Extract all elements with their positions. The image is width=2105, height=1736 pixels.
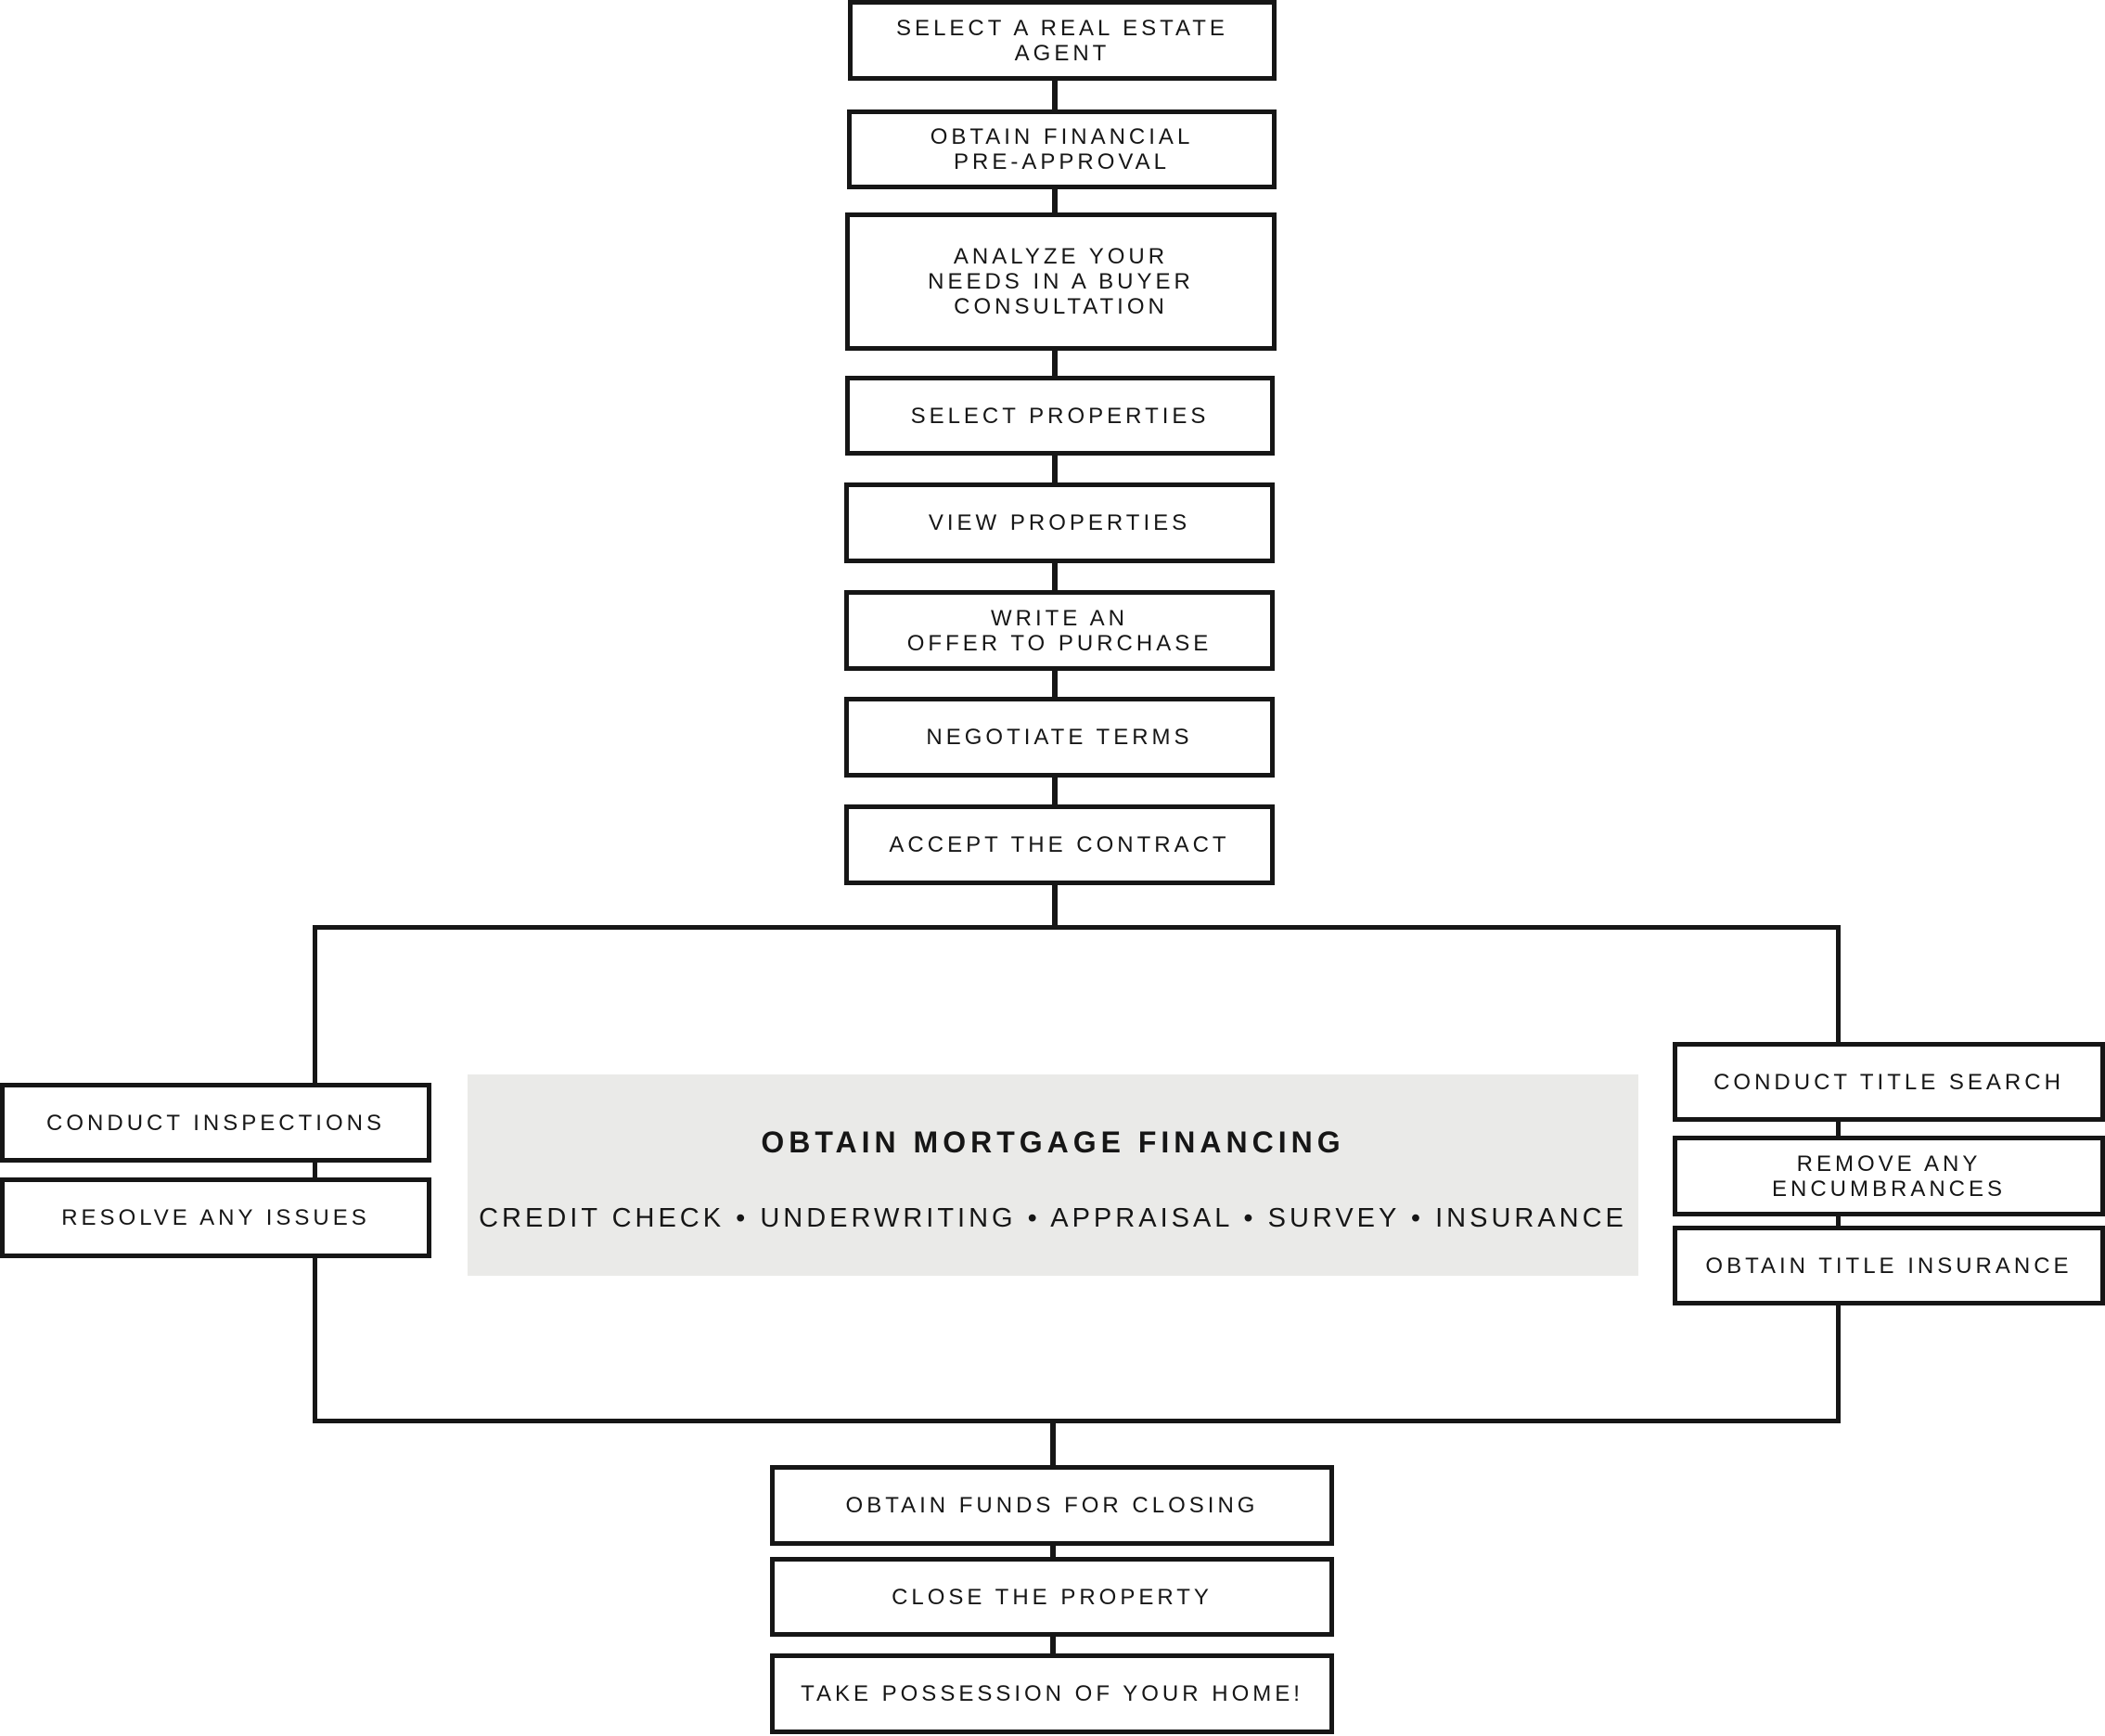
step-label: WRITE AN xyxy=(990,605,1128,631)
step-select-properties xyxy=(845,376,1275,456)
step-label: ANALYZE YOUR xyxy=(953,244,1169,269)
step-label: CONSULTATION xyxy=(954,294,1168,319)
step-close-property xyxy=(770,1557,1334,1637)
step-label: ENCUMBRANCES xyxy=(1771,1176,2007,1202)
step-view-properties xyxy=(844,482,1275,563)
step-conduct-inspections xyxy=(0,1083,431,1163)
step-negotiate-terms xyxy=(844,697,1275,778)
step-label: SELECT PROPERTIES xyxy=(910,403,1210,429)
step-remove-encumbrances xyxy=(1673,1136,2105,1216)
step-accept-contract xyxy=(844,804,1275,885)
step-label: NEEDS IN A BUYER xyxy=(928,269,1194,294)
step-label: OBTAIN FUNDS FOR CLOSING xyxy=(845,1493,1259,1518)
step-take-possession xyxy=(770,1653,1334,1734)
branch-frame-left xyxy=(313,925,317,1423)
step-title-insurance xyxy=(1673,1226,2105,1305)
step-obtain-funds xyxy=(770,1465,1334,1546)
step-label: CLOSE THE PROPERTY xyxy=(892,1584,1213,1610)
step-write-offer xyxy=(844,590,1275,671)
branch-frame-top xyxy=(313,925,1841,930)
step-label: OFFER TO PURCHASE xyxy=(906,630,1213,656)
step-title-search xyxy=(1673,1042,2105,1122)
step-label: CONDUCT INSPECTIONS xyxy=(46,1110,385,1136)
step-buyer-consultation xyxy=(845,212,1277,351)
step-label: OBTAIN TITLE INSURANCE xyxy=(1705,1253,2073,1279)
step-label: PRE-APPROVAL xyxy=(954,149,1170,174)
step-label: SELECT A REAL ESTATE xyxy=(896,15,1228,41)
step-label: RESOLVE ANY ISSUES xyxy=(61,1205,370,1230)
mortgage-title: OBTAIN MORTGAGE FINANCING xyxy=(761,1125,1345,1159)
step-label: TAKE POSSESSION OF YOUR HOME! xyxy=(801,1681,1303,1706)
step-label: VIEW PROPERTIES xyxy=(928,510,1191,535)
step-label: AGENT xyxy=(1014,40,1110,66)
step-pre-approval xyxy=(847,109,1277,189)
step-label: OBTAIN FINANCIAL xyxy=(930,124,1194,149)
step-label: ACCEPT THE CONTRACT xyxy=(889,832,1230,857)
step-label: REMOVE ANY xyxy=(1796,1151,1982,1177)
mortgage-financing-panel xyxy=(468,1074,1638,1276)
step-label: CONDUCT TITLE SEARCH xyxy=(1714,1069,2064,1095)
branch-frame-bottom xyxy=(313,1419,1841,1423)
mortgage-subtitle: CREDIT CHECK • UNDERWRITING • APPRAISAL • SURVEY • INSURANCE xyxy=(479,1203,1627,1233)
step-label: NEGOTIATE TERMS xyxy=(926,725,1193,750)
step-select-agent xyxy=(848,0,1277,81)
step-resolve-issues xyxy=(0,1177,431,1258)
